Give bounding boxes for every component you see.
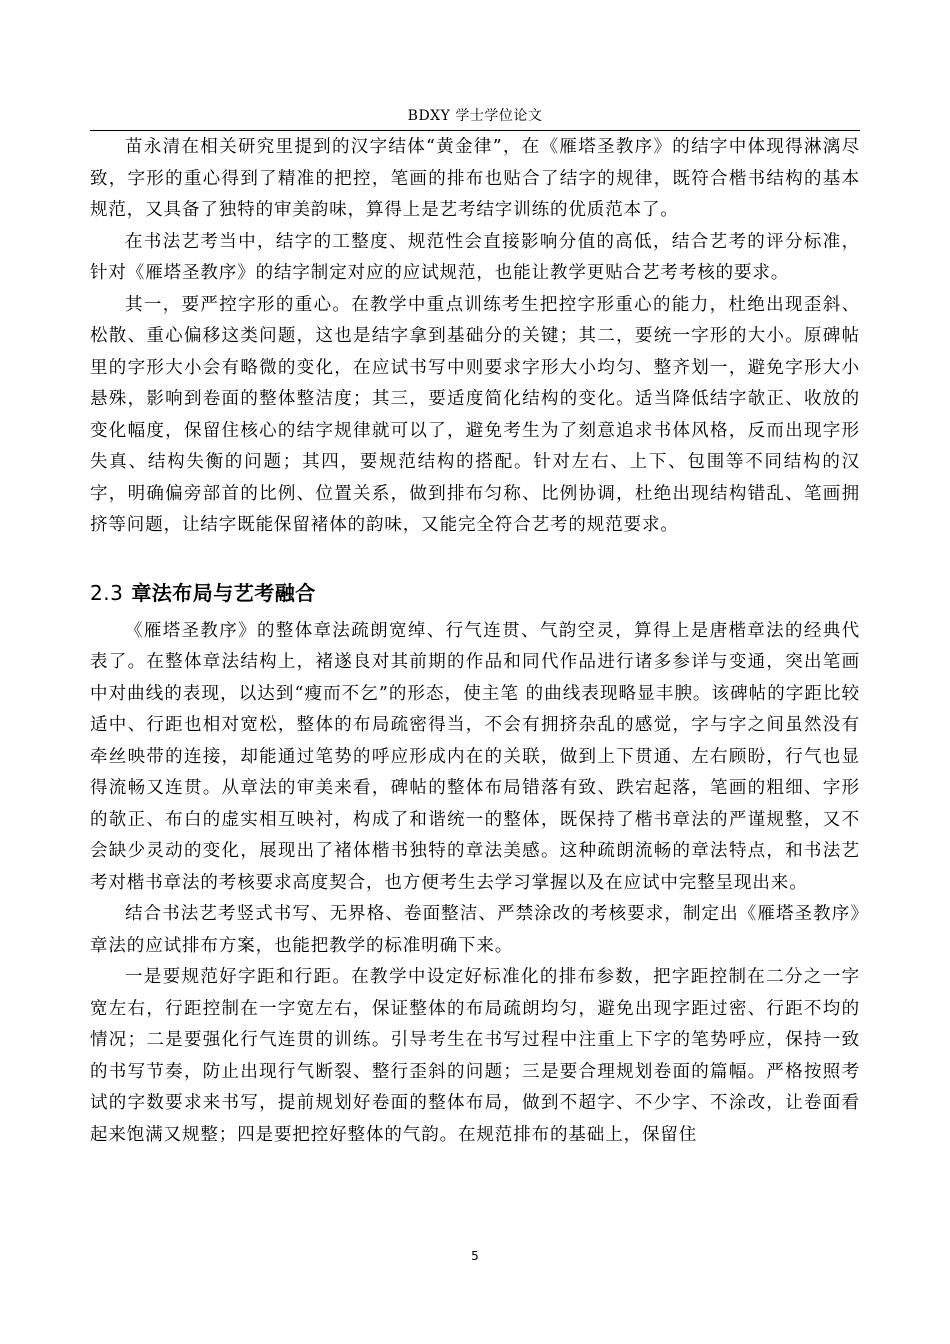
page-number: 5 (471, 1249, 479, 1263)
section-number: 2.3 (90, 580, 124, 605)
paragraph: 在书法艺考当中，结字的工整度、规范性会直接影响分值的高低，结合艺考的评分标准，针对《雁塔圣教序》的结字制定对应的应试规范，也能让教学更贴合艺考考核的要求。 (90, 231, 860, 283)
body-text (90, 132, 860, 1151)
section-title: 章法布局与艺考融合 (131, 580, 316, 605)
paragraph: 苗永清在相关研究里提到的汉字结体“黄金律”，在《雁塔圣教序》的结字中体现得淋漓尽致，字形的重心得到了精准的把控，笔画的排布也贴合了结字的规律，既符合楷书结构的基本规范，又具备了独特的审美韵味，算得上是艺考结字训练的优质范本了。 (90, 137, 860, 220)
paragraph: 《雁塔圣教序》的整体章法疏朗宽绰、行气连贯、气韵空灵，算得上是唐楷章法的经典代表了。在整体章法结构上，褚遂良对其前期的作品和同代作品进行诸多参详与变通，突出笔画中对曲线的表现，以达到“瘦而不乞”的形态，使主笔 的曲线表现略显丰腴。该碑帖的字距比较适中、行距也相对宽松，整体的布局疏密得当，不会有拥挤杂乱的感觉，字与字之间虽然没有牵丝映带的连接，却能通过笔势的呼应形成内在的关联，做到上下贯通、左右顾盼，行气也显得流畅又连贯。从章法的审美来看，碑帖的整体布局错落有致、跌宕起落，笔画的粗细、字形的欹正、布白的虚实相互映衬，构成了和谐统一的整体，既保持了楷书章法的严谨规整，又不会缺少灵动的变化，展现出了褚体楷书独特的章法美感。这种疏朗流畅的章法特点，和书法艺考对楷书章法的考核要求高度契合，也方便考生去学习掌握以及在应试中完整呈现出来。 (90, 620, 860, 893)
section-heading (90, 576, 860, 610)
paragraph: 结合书法艺考竖式书写、无界格、卷面整洁、严禁涂改的考核要求，制定出《雁塔圣教序》章法的应试排布方案，也能把教学的标准明确下来。 (90, 904, 860, 956)
paragraph: 一是要规范好字距和行距。在教学中设定好标准化的排布参数，把字距控制在二分之一字宽左右，行距控制在一字宽左右，保证整体的布局疏朗均匀，避免出现字距过密、行距不均的情况；二是要强化行气连贯的训练。引导考生在书写过程中注重上下字的笔势呼应，保持一致的书写节奏，防止出现行气断裂、整行歪斜的问题；三是要合理规划卷面的篇幅。严格按照考试的字数要求来书写，提前规划好卷面的整体布局，做到不超字、不少字、不涂改，让卷面看起来饱满又规整；四是要把控好整体的气韵。在规范排布的基础上，保留住 (90, 967, 860, 1145)
running-header: BDXY 学士学位论文 (407, 108, 543, 124)
header-rule (90, 130, 860, 131)
paragraph: 其一，要严控字形的重心。在教学中重点训练考生把控字形重心的能力，杜绝出现歪斜、松散、重心偏移这类问题，这也是结字拿到基础分的关键；其二，要统一字形的大小。原碑帖里的字形大小会有略微的变化，在应试书写中则要求字形大小均匀、整齐划一，避免字形大小悬殊，影响到卷面的整体整洁度；其三，要适度简化结构的变化。适当降低结字欹正、收放的变化幅度，保留住核心的结字规律就可以了，避免考生为了刻意追求书体风格，反而出现字形失真、结构失衡的问题；其四，要规范结构的搭配。针对左右、上下、包围等不同结构的汉字，明确偏旁部首的比例、位置关系，做到排布匀称、比例协调，杜绝出现结构错乱、笔画拥挤等问题，让结字既能保留褚体的韵味，又能完全符合艺考的规范要求。 (90, 294, 860, 535)
